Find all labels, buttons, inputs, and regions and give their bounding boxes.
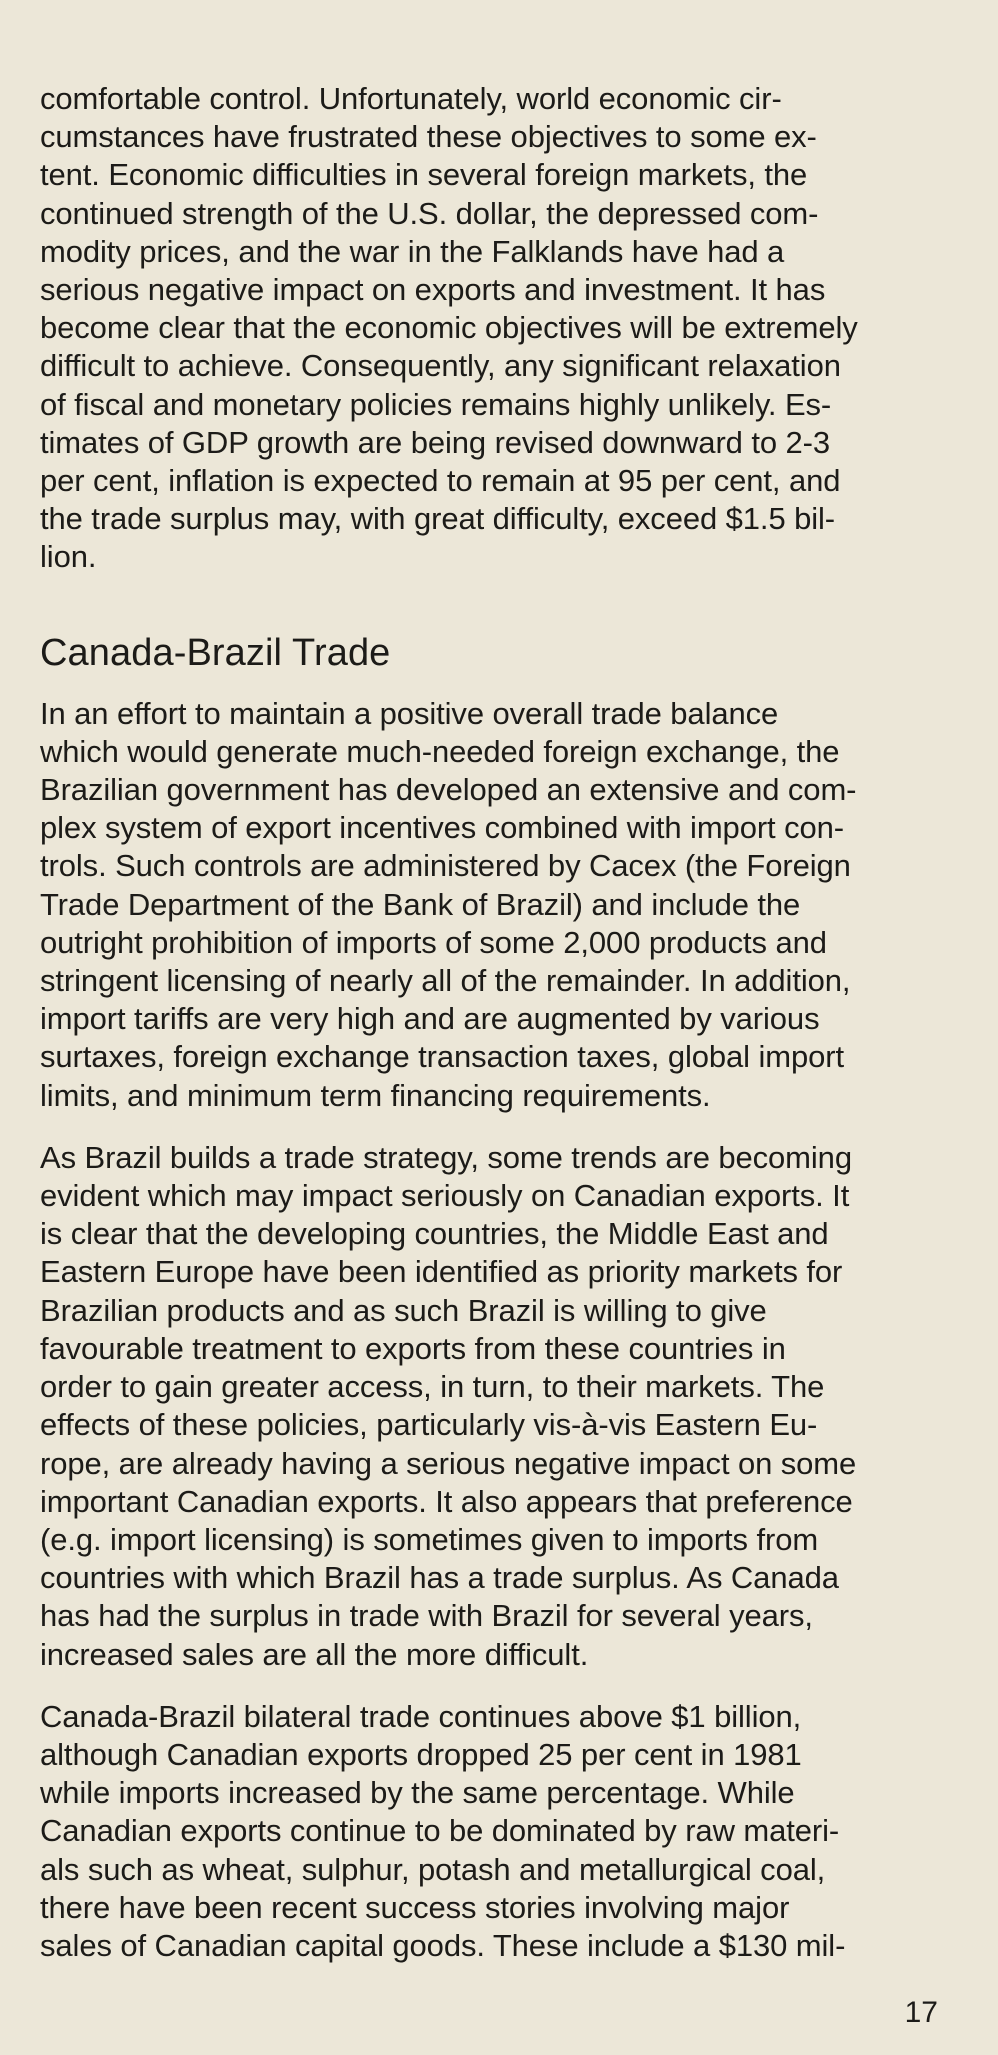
text-line: sales of Canadian capital goods. These include a $130 mil-: [40, 1927, 846, 1963]
section-heading: Canada-Brazil Trade: [40, 631, 391, 674]
text-line: Trade Department of the Bank of Brazil) and include the: [40, 886, 801, 922]
text-column: [40, 80, 960, 1965]
text-line: surtaxes, foreign exchange transaction taxes, global import: [40, 1039, 844, 1075]
paragraph-2: [40, 1139, 960, 1674]
text-line: timates of GDP growth are being revised downward to 2-3: [40, 424, 830, 460]
text-line: import tariffs are very high and are augmented by various: [40, 1001, 820, 1037]
text-line: rope, are already having a serious negative impact on some: [40, 1445, 857, 1481]
text-line: Canada-Brazil bilateral trade continues above $1 billion,: [40, 1698, 802, 1734]
text-line: although Canadian exports dropped 25 per cent in 1981: [40, 1736, 802, 1772]
text-line: the trade surplus may, with great difficulty, exceed $1.5 bil-: [40, 501, 836, 537]
text-line: become clear that the economic objectives will be extremely: [40, 310, 858, 346]
text-line: plex system of export incentives combined with import con-: [40, 810, 844, 846]
text-line: (e.g. import licensing) is sometimes given to imports from: [40, 1521, 819, 1557]
text-line: In an effort to maintain a positive overall trade balance: [40, 695, 779, 731]
text-line: Brazilian products and as such Brazil is willing to give: [40, 1292, 767, 1328]
text-line: comfortable control. Unfortunately, world economic cir-: [40, 81, 782, 116]
text-line: effects of these policies, particularly vis-à-vis Eastern Eu-: [40, 1407, 818, 1443]
text-line: tent. Economic difficulties in several foreign markets, the: [40, 157, 808, 193]
text-line: als such as wheat, sulphur, potash and metallurgical coal,: [40, 1851, 826, 1887]
text-line: per cent, inflation is expected to remain at 95 per cent, and: [40, 463, 841, 499]
paragraph-intro: [40, 80, 960, 577]
text-line: favourable treatment to exports from these countries in: [40, 1330, 786, 1366]
text-line: limits, and minimum term financing requirements.: [40, 1077, 711, 1113]
text-line: modity prices, and the war in the Falklands have had a: [40, 233, 785, 269]
text-line: trols. Such controls are administered by Cacex (the Foreign: [40, 848, 851, 884]
text-line: there have been recent success stories involving major: [40, 1889, 790, 1925]
text-line: evident which may impact seriously on Canadian exports. It: [40, 1178, 850, 1214]
text-line: has had the surplus in trade with Brazil for several years,: [40, 1598, 813, 1634]
text-line: outright prohibition of imports of some 2,000 products and: [40, 924, 827, 960]
paragraph-3: [40, 1698, 960, 1965]
text-line: Canadian exports continue to be dominated by raw materi-: [40, 1813, 840, 1849]
page-number: 17: [904, 1996, 938, 2029]
text-line: countries with which Brazil has a trade surplus. As Canada: [40, 1560, 839, 1596]
text-line: increased sales are all the more difficult.: [40, 1636, 589, 1672]
text-line: Brazilian government has developed an extensive and com-: [40, 772, 857, 808]
text-line: continued strength of the U.S. dollar, the depressed com-: [40, 195, 819, 231]
text-line: cumstances have frustrated these objectives to some ex-: [40, 119, 817, 155]
text-line: important Canadian exports. It also appears that preference: [40, 1483, 853, 1519]
paragraph-1: [40, 695, 960, 1115]
text-line: which would generate much-needed foreign exchange, the: [40, 733, 840, 769]
text-line: lion.: [40, 539, 97, 575]
text-line: of fiscal and monetary policies remains highly unlikely. Es-: [40, 386, 832, 422]
text-line: is clear that the developing countries, the Middle East and: [40, 1216, 829, 1252]
text-line: As Brazil builds a trade strategy, some trends are becoming: [40, 1139, 852, 1175]
text-line: while imports increased by the same percentage. While: [40, 1775, 795, 1811]
text-line: order to gain greater access, in turn, to their markets. The: [40, 1369, 825, 1405]
text-line: Eastern Europe have been identified as priority markets for: [40, 1254, 843, 1290]
text-line: difficult to achieve. Consequently, any significant relaxation: [40, 348, 841, 384]
text-line: serious negative impact on exports and investment. It has: [40, 272, 826, 308]
text-line: stringent licensing of nearly all of the remainder. In addition,: [40, 963, 851, 999]
